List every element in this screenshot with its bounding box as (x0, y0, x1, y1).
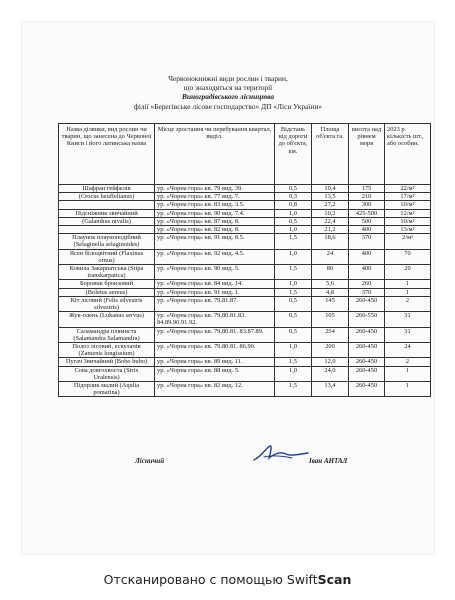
altitude-cell: 260-450 (349, 296, 385, 311)
distance-cell: 0,5 (275, 217, 312, 225)
quantity-cell: 31 (385, 327, 431, 342)
watermark-text: Отсканировано с помощью Swift (103, 572, 318, 587)
quantity-cell: 2 (385, 358, 431, 366)
distance-cell: 1,5 (275, 382, 312, 397)
distance-cell: 1,0 (275, 226, 312, 234)
header-line-2: що знаходяться на території (183, 83, 273, 93)
area-cell: 105 (312, 312, 349, 327)
table-row (59, 265, 431, 280)
table-row (59, 217, 431, 225)
location-cell: ур. «Чорна гора» кв. 84 вид. 14. (155, 280, 275, 288)
altitude-cell: 260-450 (349, 366, 385, 381)
quantity-cell: 1 (385, 280, 431, 288)
species-cell: Кіт лісовий (Felis silvestris silvestris) (59, 296, 155, 311)
area-cell: 10,4 (312, 185, 349, 193)
table-row (59, 209, 431, 217)
altitude-cell: 300 (349, 201, 385, 209)
species-cell: Ковила Закарпатська (Stipa transkarpatica) (59, 265, 155, 280)
col-header-altitude: висота над рівнем моря (349, 124, 385, 185)
table-row (59, 280, 431, 288)
location-cell: ур. «Чорна гора» кв. 82 вид. 8. (155, 226, 275, 234)
location-cell: ур. «Чорна гора» кв. 79.80.81. 83.87.89. (155, 327, 275, 342)
distance-cell: 0,5 (275, 296, 312, 311)
species-cell (59, 201, 155, 209)
distance-cell: 1,5 (275, 234, 312, 249)
altitude-cell: 175 (349, 185, 385, 193)
quantity-cell: 2 (385, 296, 431, 311)
species-cell: Боровик бронзовий (59, 280, 155, 288)
signature-name: Іван АНТАЛ (309, 457, 348, 465)
header-branch-name: філії «Берегівське лісове господарство» ДП «Ліси України» (134, 101, 322, 111)
distance-cell: 1,5 (275, 288, 312, 296)
altitude-cell: 210 (349, 193, 385, 201)
species-cell: (Galanthus nivalis) (59, 217, 155, 225)
location-cell: ур. «Чорна гора» кв. 90 вид. 7.4. (155, 209, 275, 217)
distance-cell: 0,8 (275, 201, 312, 209)
species-cell: Жук-олень (Lukanus servus) (59, 312, 155, 327)
quantity-cell: 1 (385, 366, 431, 381)
col-header-area: Площа об'єкта га. (312, 124, 349, 185)
col-header-species: Назва ділянки, вид рослин чи тварин, що занесена до Червоної Книги і його латинська назва (59, 124, 155, 185)
altitude-cell: 400 (349, 249, 385, 264)
quantity-cell: 1 (385, 288, 431, 296)
table-header-row (59, 124, 431, 185)
document-header (22, 74, 434, 111)
quantity-cell: 17/м² (385, 193, 431, 201)
area-cell: 27,2 (312, 201, 349, 209)
altitude-cell: 400 (349, 226, 385, 234)
species-cell: Саламандра плямиста (Salamandra Salamandra) (59, 327, 155, 342)
distance-cell: 0,5 (275, 312, 312, 327)
quantity-cell: 70 (385, 249, 431, 264)
quantity-cell: 10/м² (385, 201, 431, 209)
location-cell: ур. «Чорна гора» кв. 88 вид. 5. (155, 366, 275, 381)
col-header-quantity: 2023 р. кількість шт., або особин. (385, 124, 431, 185)
altitude-cell: 260-450 (349, 343, 385, 358)
altitude-cell: 260-450 (349, 327, 385, 342)
distance-cell: 1,0 (275, 280, 312, 288)
location-cell: ур. «Чорна гора» кв. 89 вид. 11. (155, 358, 275, 366)
location-cell: ур. «Чорна гора» кв. 92 вид. 4.5. (155, 249, 275, 264)
species-cell: (Crocus heuffelianus) (59, 193, 155, 201)
location-cell: ур. «Чорна гора» кв. 90 вид. 5. (155, 265, 275, 280)
species-cell: Підорлик малий (Aqulia pomarina) (59, 382, 155, 397)
location-cell: ур. «Чорна гора» кв. 83 вид. 3.5. (155, 201, 275, 209)
quantity-cell: 31 (385, 312, 431, 327)
table-row (59, 358, 431, 366)
scanner-watermark (0, 572, 455, 587)
area-cell: 5,6 (312, 280, 349, 288)
table-body (59, 185, 431, 397)
distance-cell: 1,0 (275, 343, 312, 358)
area-cell: 24 (312, 249, 349, 264)
area-cell: 12,0 (312, 358, 349, 366)
document-page (22, 22, 434, 554)
area-cell: 21,2 (312, 226, 349, 234)
location-cell: ур. «Чорна гора» кв. 77 вид. 7. (155, 193, 275, 201)
quantity-cell: 24 (385, 343, 431, 358)
species-cell: Ясен білоцвітний (Flaxinus ornus) (59, 249, 155, 264)
watermark-brand: Scan (317, 572, 352, 587)
species-cell: (Boletus aereus) (59, 288, 155, 296)
handwritten-signature (252, 442, 312, 466)
header-forestry-name: Виноградівського лісництва (181, 92, 275, 102)
table-row (59, 366, 431, 381)
area-cell: 254 (312, 327, 349, 342)
quantity-cell: 20 (385, 265, 431, 280)
table-row (59, 193, 431, 201)
distance-cell: 0,5 (275, 327, 312, 342)
altitude-cell: 425-500 (349, 209, 385, 217)
species-cell: Полоз лісовий, ескулапів (Zamenis longissium) (59, 343, 155, 358)
area-cell: 200 (312, 343, 349, 358)
distance-cell: 1,0 (275, 209, 312, 217)
quantity-cell: 2/м² (385, 234, 431, 249)
table-row (59, 234, 431, 249)
altitude-cell: 260-450 (349, 358, 385, 366)
location-cell: ур. «Чорна гора» кв. 82 вид. 12. (155, 382, 275, 397)
location-cell: ур. «Чорна гора» кв. 87 вид. 8. (155, 217, 275, 225)
area-cell: 10,2 (312, 209, 349, 217)
altitude-cell: 260-450 (349, 382, 385, 397)
species-cell: Плаунок плауноподібний (Selaginella selaginoides) (59, 234, 155, 249)
area-cell: 4,8 (312, 288, 349, 296)
area-cell: 80 (312, 265, 349, 280)
area-cell: 24,0 (312, 366, 349, 381)
table-row (59, 327, 431, 342)
location-cell: ур. «Чорна гора» кв. 91 вид. 1. (155, 288, 275, 296)
location-cell: ур. «Чорна гора» кв. 91 вид. 8.5. (155, 234, 275, 249)
table-row (59, 288, 431, 296)
altitude-cell: 260-550 (349, 312, 385, 327)
species-cell: Підсніжник звичайний (59, 209, 155, 217)
distance-cell: 0,3 (275, 193, 312, 201)
table-row (59, 312, 431, 327)
altitude-cell: 370 (349, 288, 385, 296)
col-header-location: Місце зростання чи перебування квартал, виділ. (155, 124, 275, 185)
distance-cell: 1,0 (275, 366, 312, 381)
signature-title: Лісничий (135, 457, 165, 465)
table-row (59, 382, 431, 397)
table-row (59, 201, 431, 209)
distance-cell: 0,5 (275, 185, 312, 193)
red-book-species-table (58, 123, 431, 397)
distance-cell: 1,5 (275, 358, 312, 366)
altitude-cell: 260 (349, 280, 385, 288)
location-cell: ур. «Чорна гора» кв. 79.81.87. (155, 296, 275, 311)
species-cell: Пугач Звичайний (Bobo bubo) (59, 358, 155, 366)
area-cell: 22,4 (312, 217, 349, 225)
quantity-cell: 13/м² (385, 226, 431, 234)
species-cell: Сова довгохвоста (Strix Uralensis) (59, 366, 155, 381)
location-cell: ур. «Чорна гора» кв. 79.80.81.83. 84.89.90.91.92. (155, 312, 275, 327)
table-row (59, 185, 431, 193)
altitude-cell: 500 (349, 217, 385, 225)
altitude-cell: 370 (349, 234, 385, 249)
area-cell: 145 (312, 296, 349, 311)
table-row (59, 249, 431, 264)
table-row (59, 343, 431, 358)
species-cell (59, 226, 155, 234)
header-line-1: Червонокнижні види рослин і тварин, (168, 74, 288, 83)
table-row (59, 226, 431, 234)
species-cell: Шафран гейфелів (59, 185, 155, 193)
area-cell: 18,6 (312, 234, 349, 249)
area-cell: 13,4 (312, 382, 349, 397)
location-cell: ур. «Чорна гора» кв. 79 вид. 39. (155, 185, 275, 193)
location-cell: ур. «Чорна гора» кв. 79.80.81. 86.90. (155, 343, 275, 358)
quantity-cell: 12/м² (385, 209, 431, 217)
table-row (59, 296, 431, 311)
quantity-cell: 1 (385, 382, 431, 397)
quantity-cell: 22/м² (385, 185, 431, 193)
distance-cell: 1,0 (275, 249, 312, 264)
area-cell: 13,5 (312, 193, 349, 201)
altitude-cell: 400 (349, 265, 385, 280)
quantity-cell: 10/м² (385, 217, 431, 225)
col-header-distance: Відстань від дороги до об'єкта, км. (275, 124, 312, 185)
distance-cell: 1,5 (275, 265, 312, 280)
